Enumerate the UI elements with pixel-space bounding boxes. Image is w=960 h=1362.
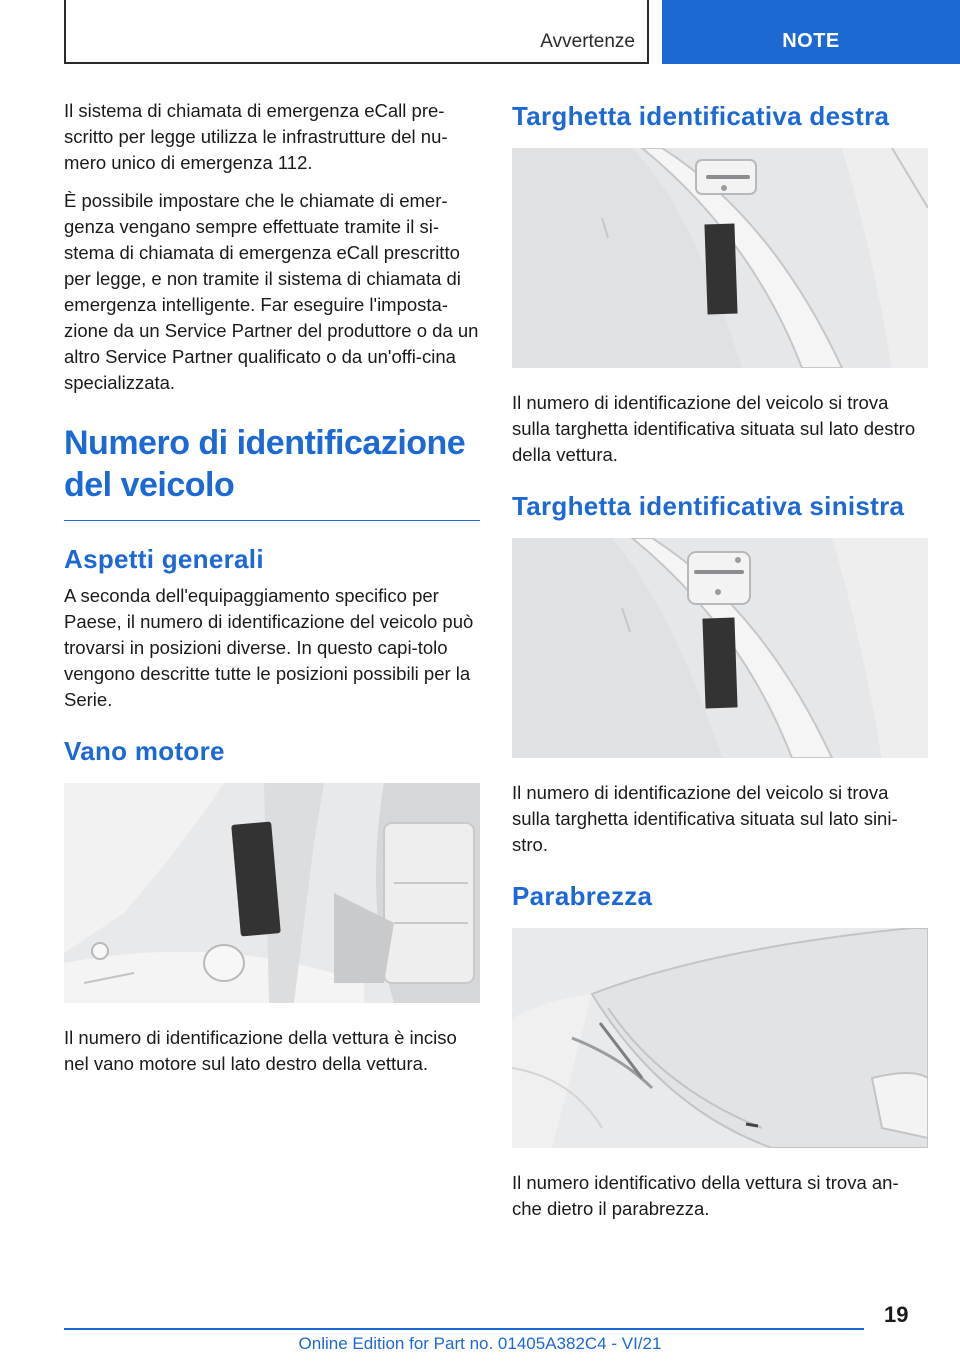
paragraph-left-plate: Il numero di identificazione del veicolo si trova sulla targhetta identificativa situata sul lato sini-stro. <box>512 782 898 855</box>
heading-left-plate: Targhetta identificativa sinistra <box>512 491 905 521</box>
page-number: 19 <box>884 1302 909 1327</box>
left-column <box>64 98 480 1089</box>
left-plate-illustration <box>512 538 928 758</box>
header-tab-note[interactable] <box>662 0 960 64</box>
windshield-illustration <box>512 928 928 1148</box>
footer-divider <box>64 1328 864 1330</box>
right-plate-illustration <box>512 148 928 368</box>
footer-edition: Online Edition for Part no. 01405A382C4 - VI/21 <box>298 1334 662 1353</box>
paragraph-windshield: Il numero identificativo della vettura si trova an-che dietro il parabrezza. <box>512 1172 899 1219</box>
paragraph-general: A seconda dell'equipaggiamento specifico per Paese, il numero di identificazione del veicolo può trovarsi in posizioni diverse. In questo capi-tolo vengono descritte tutte le posizioni possibili per la Serie. <box>64 585 474 710</box>
header-tab-label: NOTE <box>782 30 840 52</box>
engine-bay-illustration <box>64 783 480 1003</box>
heading-engine-bay: Vano motore <box>64 736 225 766</box>
heading-general: Aspetti generali <box>64 544 264 574</box>
right-column <box>512 98 928 1234</box>
paragraph-engine-bay: Il numero di identificazione della vettura è inciso nel vano motore sul lato destro della vettura. <box>64 1027 457 1074</box>
paragraph-ecall: Il sistema di chiamata di emergenza eCall pre-scritto per legge utilizza le infrastrutture del nu-mero unico di emergenza 112. <box>64 100 448 173</box>
header-section-box <box>64 0 649 64</box>
heading-right-plate: Targhetta identificativa destra <box>512 101 890 131</box>
paragraph-right-plate: Il numero di identificazione del veicolo si trova sulla targhetta identificativa situata sul lato destro della vettura. <box>512 392 916 465</box>
heading-vehicle-id: Numero di identificazione del veicolo <box>64 422 480 521</box>
paragraph-ecall-settings: È possibile impostare che le chiamate di emer-genza vengano sempre effettuate tramite il si-stema di chiamata di emergenza eCall prescritto per legge, e non tramite il sistema di chiamata di emergenza intelligente. Far eseguire l'imposta-zione da un Service Partner del produttore o da un altro Service Partner qualificato o da un'offi-cina specializzata. <box>64 190 479 393</box>
heading-windshield: Parabrezza <box>512 881 653 911</box>
header-section-label: Avvertenze <box>540 31 635 52</box>
